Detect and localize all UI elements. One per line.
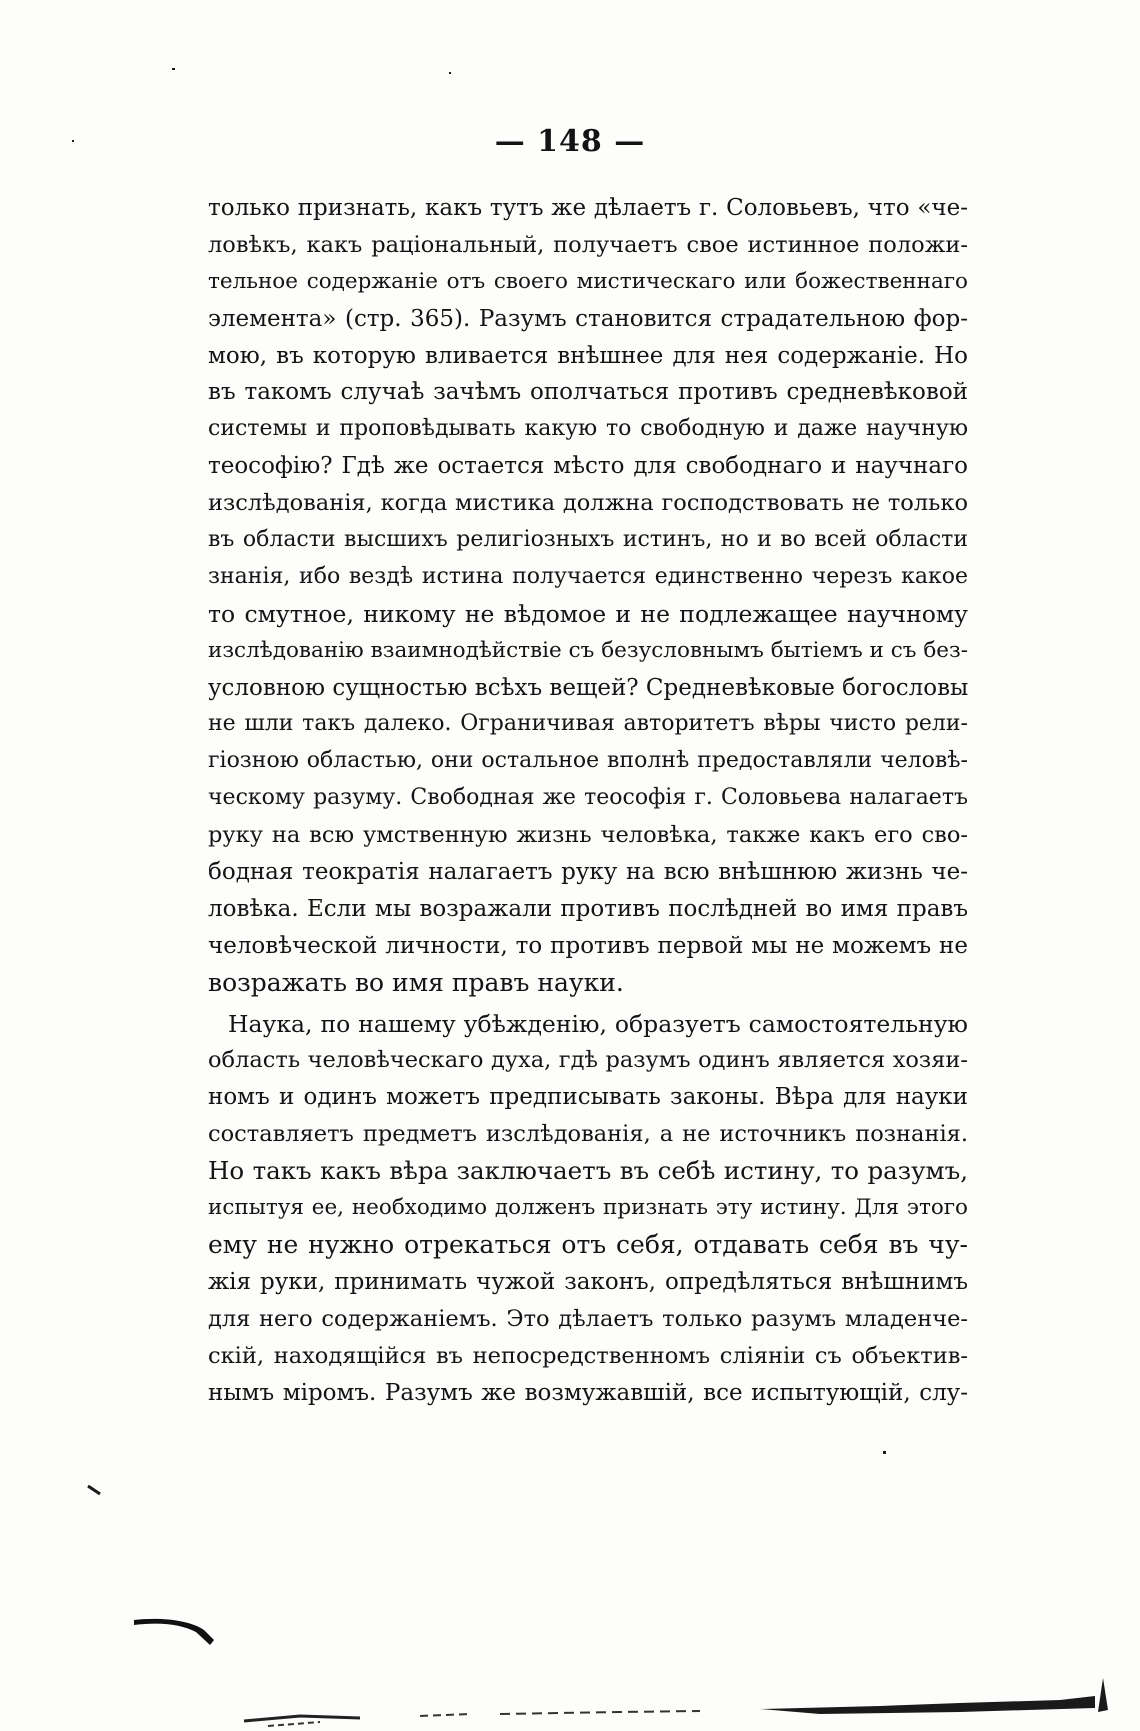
text-line: испытуя ее, необходимо долженъ признать эту истину. Для этого — [208, 1195, 968, 1221]
text-line: ловѣка. Если мы возражали противъ послѣдней во имя правъ — [208, 895, 968, 922]
text-line: человѣческой личности, то противъ первой мы не можемъ не — [208, 932, 968, 959]
text-line: Наука, по нашему убѣжденію, образуетъ самостоятельную — [228, 1009, 968, 1038]
text-line: руку на всю умственную жизнь человѣка, также какъ его сво- — [208, 822, 968, 849]
text-line: тельное содержаніе отъ своего мистическаго или божественнаго — [208, 268, 968, 294]
text-line: для него содержаніемъ. Это дѣлаетъ только разумъ младенче- — [208, 1305, 968, 1332]
text-line: бодная теократія налагаетъ руку на всю внѣшнюю жизнь че- — [208, 859, 968, 886]
text-line: знанія, ибо вездѣ истина получается единственно черезъ какое — [208, 563, 968, 589]
text-line: условною сущностью всѣхъ вещей? Средневѣковые богословы — [208, 674, 969, 701]
text-line: въ области высшихъ религіозныхъ истинъ, но и во всей области — [208, 527, 968, 553]
text-line: Но такъ какъ вѣра заключаетъ въ себѣ истину, то разумъ, — [208, 1156, 968, 1186]
text-line: ловѣкъ, какъ раціональный, получаетъ свое истинное положи- — [208, 231, 968, 258]
text-line: изслѣдованія, когда мистика должна господствовать не только — [208, 490, 968, 517]
text-line: не шли такъ далеко. Ограничивая авторитетъ вѣры чисто рели- — [208, 711, 968, 737]
page-number: — 148 — — [494, 124, 646, 159]
text-line: то смутное, никому не вѣдомое и не подлежащее научному — [208, 599, 968, 628]
text-line: системы и проповѣдывать какую то свободную и даже научную — [208, 416, 968, 442]
text-line: ему не нужно отрекаться отъ себя, отдавать себя въ чу- — [208, 1229, 968, 1259]
text-line: изслѣдованію взаимнодѣйствіе съ безусловнымъ бытіемъ и съ без- — [208, 637, 968, 663]
text-line: въ такомъ случаѣ зачѣмъ ополчаться противъ средневѣковой — [208, 379, 968, 406]
text-line: элемента» (стр. 365). Разумъ становится страдательною фор- — [208, 305, 968, 332]
text-line: возражать во имя правъ науки. — [208, 967, 624, 997]
text-line: нымъ міромъ. Разумъ же возмужавшій, все испытующій, слу- — [208, 1379, 968, 1406]
text-line: гіозною областью, они остальное вполнѣ предоставляли человѣ- — [208, 748, 968, 774]
text-line: составляетъ предметъ изслѣдованія, а не источникъ познанія. — [208, 1121, 968, 1148]
text-line: ческому разуму. Свободная же теософія г. Соловьева налагаетъ — [208, 785, 968, 811]
text-line: скій, находящійся въ непосредственномъ сліяніи съ объектив- — [208, 1342, 968, 1369]
text-line: мою, въ которую вливается внѣшнее для нея содержаніе. Но — [208, 342, 968, 369]
text-line: теософію? Гдѣ же остается мѣсто для свободнаго и научнаго — [208, 453, 968, 480]
text-line: жія руки, принимать чужой законъ, опредѣляться внѣшнимъ — [208, 1268, 968, 1295]
text-line: область человѣческаго духа, гдѣ разумъ одинъ является хозяи- — [208, 1047, 968, 1074]
text-line: только признать, какъ тутъ же дѣлаетъ г. Соловьевъ, что «че- — [208, 195, 968, 221]
text-line: номъ и одинъ можетъ предписывать законы. Вѣра для науки — [208, 1084, 968, 1111]
